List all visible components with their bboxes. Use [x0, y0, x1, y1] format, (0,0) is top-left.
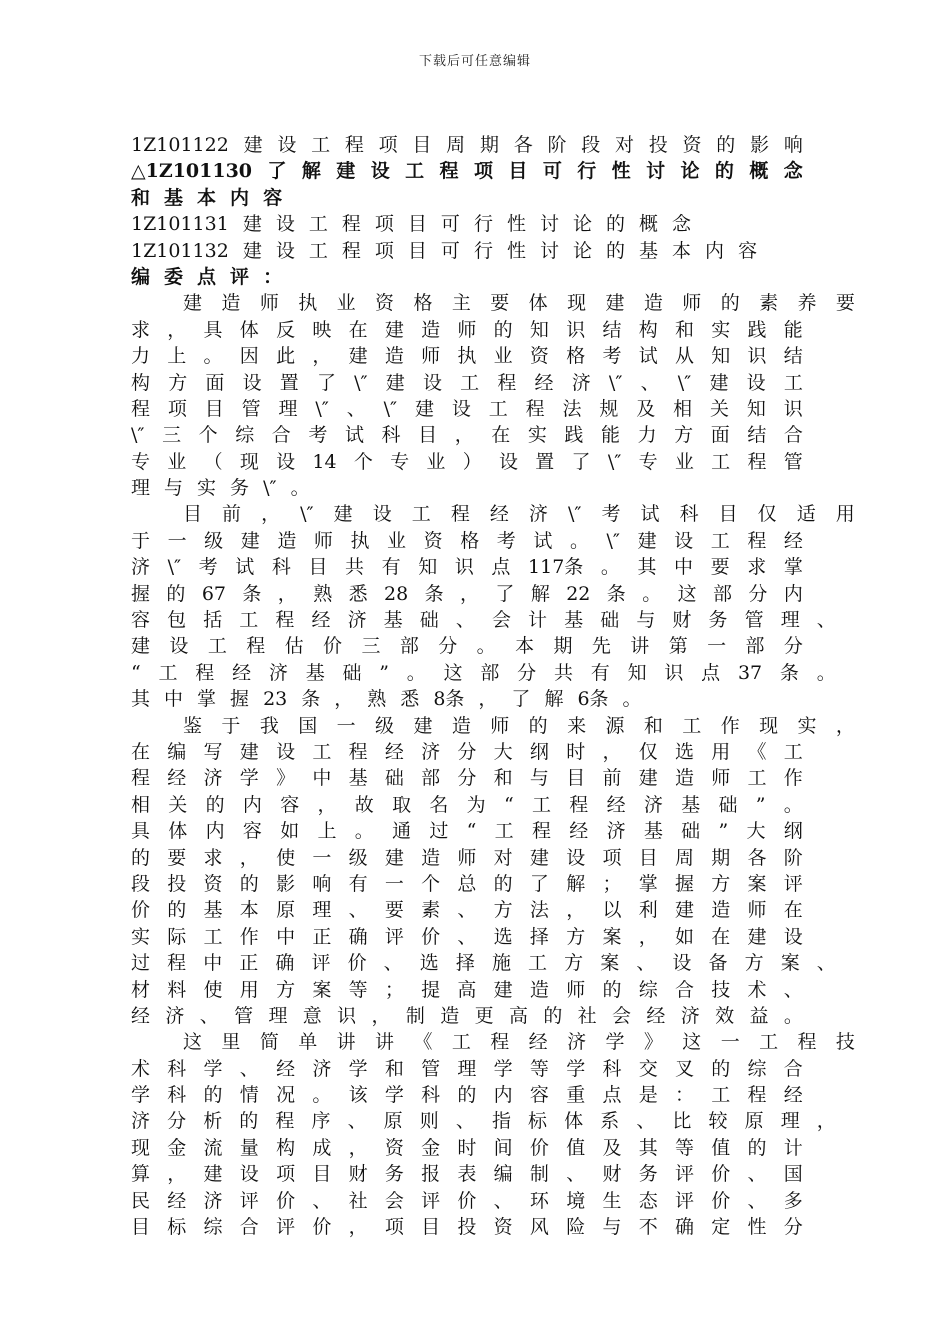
text-line: 编 委 点 评 ：: [131, 265, 283, 288]
text-line: △1Z101130 了 解 建 设 工 程 项 目 可 行 性 讨 论 的 概 念: [131, 160, 803, 183]
text-line: 现 金 流 量 构 成 ， 资 金 时 间 价 值 及 其 等 值 的 计: [131, 1136, 803, 1159]
text-line: 1Z101132 建 设 工 程 项 目 可 行 性 讨 论 的 基 本 内 容: [131, 239, 758, 262]
text-line: 程 项 目 管 理 \″ 、 \″ 建 设 工 程 法 规 及 相 关 知 识: [131, 397, 803, 420]
text-line: 容 包 括 工 程 经 济 基 础 、 会 计 基 础 与 财 务 管 理 、: [131, 609, 836, 632]
text-line: 理 与 实 务 \″ 。: [131, 477, 310, 500]
text-line: 具 体 内 容 如 上 。 通 过 “ 工 程 经 济 基 础 ” 大 纲: [131, 820, 803, 843]
text-line: 相 关 的 内 容 ， 故 取 名 为 “ 工 程 经 济 基 础 ” 。: [131, 793, 803, 816]
text-line: 段 投 资 的 影 响 有 一 个 总 的 了 解 ； 掌 握 方 案 评: [131, 872, 803, 895]
text-line: 民 经 济 评 价 、 社 会 评 价 、 环 境 生 态 评 价 、 多: [131, 1189, 803, 1212]
text-line: 学 科 的 情 况 。 该 学 科 的 内 容 重 点 是 ： 工 程 经: [131, 1084, 803, 1107]
text-line: 济 分 析 的 程 序 、 原 则 、 指 标 体 系 、 比 较 原 理 ，: [131, 1110, 836, 1133]
text-line: 目 前 ， \″ 建 设 工 程 经 济 \″ 考 试 科 目 仅 适 用: [183, 503, 855, 526]
text-line: 1Z101131 建 设 工 程 项 目 可 行 性 讨 论 的 概 念: [131, 213, 692, 236]
text-line: 建 造 师 执 业 资 格 主 要 体 现 建 造 师 的 素 养 要: [183, 292, 855, 315]
text-line: 实 际 工 作 中 正 确 评 价 、 选 择 方 案 ， 如 在 建 设: [131, 925, 803, 948]
text-line: 过 程 中 正 确 评 价 、 选 择 施 工 方 案 、 设 备 方 案 、: [131, 952, 836, 975]
text-line: 和 基 本 内 容: [131, 186, 283, 209]
text-line: 算 ， 建 设 项 目 财 务 报 表 编 制 、 财 务 评 价 、 国: [131, 1163, 803, 1186]
text-line: 鉴 于 我 国 一 级 建 造 师 的 来 源 和 工 作 现 实 ，: [183, 714, 855, 737]
text-line: “ 工 程 经 济 基 础 ” 。 这 部 分 共 有 知 识 点 37 条 。: [131, 661, 836, 684]
text-line: 专 业 （ 现 设 14 个 专 业 ） 设 置 了 \″ 专 业 工 程 管: [131, 450, 803, 473]
text-line: 经 济 、 管 理 意 识 ， 制 造 更 高 的 社 会 经 济 效 益 。: [131, 1004, 803, 1027]
text-line: 构 方 面 设 置 了 \″ 建 设 工 程 经 济 \″ 、 \″ 建 设 工: [131, 371, 803, 394]
text-line: 在 编 写 建 设 工 程 经 济 分 大 纲 时 ， 仅 选 用 《 工: [131, 740, 803, 763]
text-line: 程 经 济 学 》 中 基 础 部 分 和 与 目 前 建 造 师 工 作: [131, 767, 803, 790]
text-line: 建 设 工 程 估 价 三 部 分 。 本 期 先 讲 第 一 部 分: [131, 635, 803, 658]
text-line: 济 \″ 考 试 科 目 共 有 知 识 点 117条 。 其 中 要 求 掌: [131, 556, 803, 579]
text-line: 力 上 。 因 此 ， 建 造 师 执 业 资 格 考 试 从 知 识 结: [131, 345, 803, 368]
text-line: 于 一 级 建 造 师 执 业 资 格 考 试 。 \″ 建 设 工 程 经: [131, 529, 803, 552]
text-line: 其 中 掌 握 23 条 ， 熟 悉 8条 ， 了 解 6条 。: [131, 688, 642, 711]
document-body: [131, 132, 855, 1240]
text-line: 目 标 综 合 评 价 ， 项 目 投 资 风 险 与 不 确 定 性 分: [131, 1216, 803, 1239]
text-line: 价 的 基 本 原 理 、 要 素 、 方 法 ， 以 利 建 造 师 在: [131, 899, 803, 922]
text-line: 1Z101122 建 设 工 程 项 目 周 期 各 阶 段 对 投 资 的 影 响: [131, 134, 803, 156]
page-header: 下载后可任意编辑: [418, 54, 531, 69]
text-line: 的 要 求 ， 使 一 级 建 造 师 对 建 设 项 目 周 期 各 阶: [131, 846, 803, 869]
text-line: 握 的 67 条 ， 熟 悉 28 条 ， 了 解 22 条 。 这 部 分 内: [131, 582, 803, 605]
text-line: 术 科 学 、 经 济 学 和 管 理 学 等 学 科 交 叉 的 综 合: [131, 1057, 803, 1080]
text-line: 这 里 简 单 讲 讲 《 工 程 经 济 学 》 这 一 工 程 技: [183, 1031, 855, 1054]
text-line: \″ 三 个 综 合 考 试 科 目 ， 在 实 践 能 力 方 面 结 合: [131, 424, 803, 447]
text-line: 求 ， 具 体 反 映 在 建 造 师 的 知 识 结 构 和 实 践 能: [131, 318, 803, 341]
text-line: 材 料 使 用 方 案 等 ； 提 高 建 造 师 的 综 合 技 术 、: [131, 978, 803, 1001]
